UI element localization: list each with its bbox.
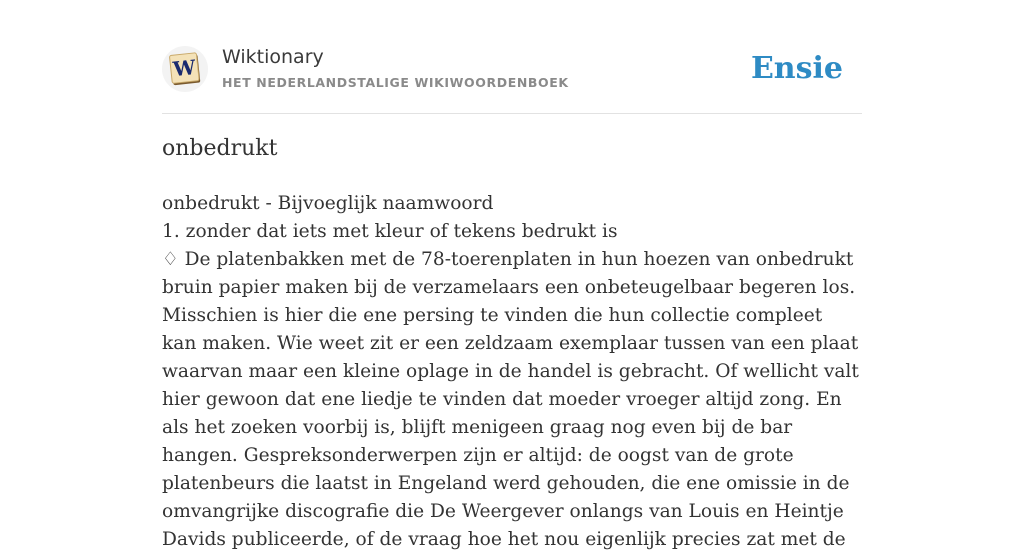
site-title[interactable]: Wiktionary: [222, 46, 324, 68]
site-header: [162, 40, 862, 114]
entry-definition: 1. zonder dat iets met kleur of tekens bedrukt is: [162, 221, 618, 242]
entry-example: ♢ De platenbakken met de 78-toerenplaten in hun hoezen van onbedrukt bruin papier maken bij de verzamelaars een onbeteugelbaar begeren los. Misschien is hier die ene persing te vinden die hun collectie compleet kan maken. Wie weet zit er een zeldzaam exemplaar tussen van een plaat waarvan maar een kleine oplage in de handel is gebracht. Of wellicht valt hier gewoon dat ene liedje te vinden dat moeder vroeger altijd zong. En als het zoeken voorbij is, blijft menigeen graag nog even bij de bar hangen. Gespreksonderwerpen zijn er altijd: de oogst van de grote platenbeurs die laatst in Engeland werd gehouden, die ene omissie in de omvangrijke discografie die De Weergever onlangs van Louis en Heintje Davids publiceerde, of de vraag hoe het nou eigenlijk precies zat met de: [162, 249, 859, 550]
ensie-brand-link[interactable]: Ensie: [750, 51, 843, 86]
site-subtitle: HET NEDERLANDSTALIGE WIKIWOORDENBOEK: [222, 75, 569, 90]
entry-heading-line: onbedrukt - Bijvoeglijk naamwoord: [162, 193, 494, 214]
wiktionary-logo-icon[interactable]: [162, 46, 208, 92]
page-title: onbedrukt: [162, 136, 278, 161]
entry-content: [162, 190, 862, 554]
wiktionary-tile-icon: [162, 46, 208, 92]
logo-letter: W: [171, 54, 197, 82]
